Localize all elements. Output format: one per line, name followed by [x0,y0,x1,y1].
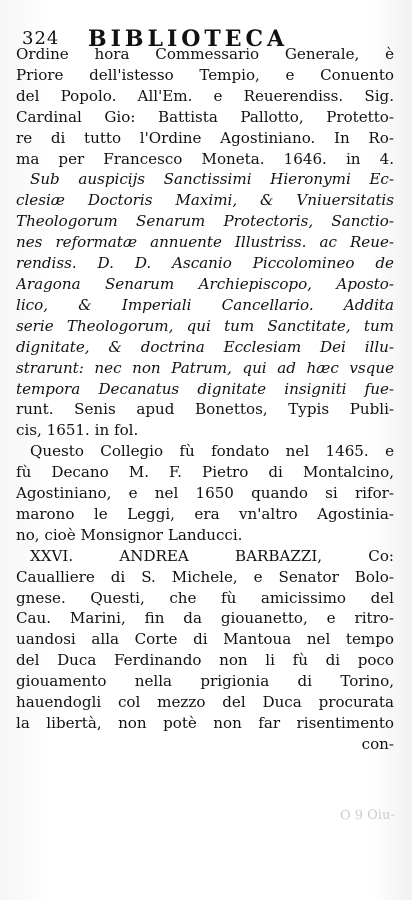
text-line: giouamento nella prigionia di Torino, [16,672,394,691]
text-line: fù Decano M. F. Pietro di Montalcino, [16,463,394,482]
latin-title-line: strarunt: nec non Patrum, qui ad hæc vsque [16,358,394,377]
latin-title-line: lico, & Imperiali Cancellario. Addita [16,295,394,314]
text-line: Ordine hora Commessario Generale, è [16,45,394,63]
latin-title-line: Sub auspicijs Sanctissimi Hieronymi Ec- [30,170,394,189]
latin-title-line: dignitate, & doctrina Ecclesiam Dei illu- [16,337,394,356]
text-line: del Popolo. All'Em. e Reuerendiss. Sig. [16,86,394,105]
text-line: Questo Collegio fù fondato nel 1465. e [30,442,394,461]
body-text [16,44,394,755]
text-line: gnese. Questi, che fù amicissimo del [16,588,394,607]
text-line: Agostiniano, e nel 1650 quando si rifor- [16,484,394,503]
text-line: Caualliere di S. Michele, e Senator Bolo- [16,567,394,586]
latin-title-line: tempora Decanatus dignitate insigniti fue- [16,379,394,398]
text-line: la libertà, non potè non far risentimento [16,714,394,732]
latin-title-line: rendiss. D. D. Ascanio Piccolomineo de [16,254,394,273]
text-line: re di tutto l'Ordine Agostiniano. In Ro- [16,128,394,147]
latin-title-line: serie Theologorum, qui tum Sanctitate, tum [16,316,394,335]
text-line: Priore dell'istesso Tempio, e Conuento [16,65,394,84]
latin-title-line: Theologorum Senarum Protectoris, Sanctio- [16,212,394,231]
text-line: hauendogli col mezzo del Duca procurata [16,693,394,712]
text-line: uandosi alla Corte di Mantoua nel tempo [16,630,394,649]
text-line: no, cioè Monsignor Landucci. [16,525,243,544]
text-line: marono le Leggi, era vn'altro Agostinia- [16,504,394,523]
running-head: BIBLIOTECA [88,26,289,52]
text-line: Cau. Marini, fin da giouanetto, e ritro- [16,609,394,628]
catchword: con- [361,734,394,753]
entry-heading: XXVI. ANDREA BARBAZZI, Co: [30,546,394,565]
latin-title-line: Aragona Senarum Archiepiscopo, Aposto- [16,274,394,293]
page-number: 324 [22,28,60,49]
text-line: cis, 1651. in fol. [16,421,139,440]
text-line: ma per Francesco Moneta. 1646. in 4. [16,149,394,168]
latin-title-line: clesiæ Doctoris Maximi, & Vniuersitatis [16,191,394,210]
show-through-text: O 9 Oiu- [339,807,395,824]
text-line: Cardinal Gio: Battista Pallotto, Protetto- [16,107,394,126]
text-line: del Duca Ferdinando non li fù di poco [16,651,394,670]
text-line: runt. Senis apud Bonettos, Typis Publi- [16,400,394,419]
latin-title-line: nes reformatæ annuente Illustriss. ac Reue- [16,233,394,252]
